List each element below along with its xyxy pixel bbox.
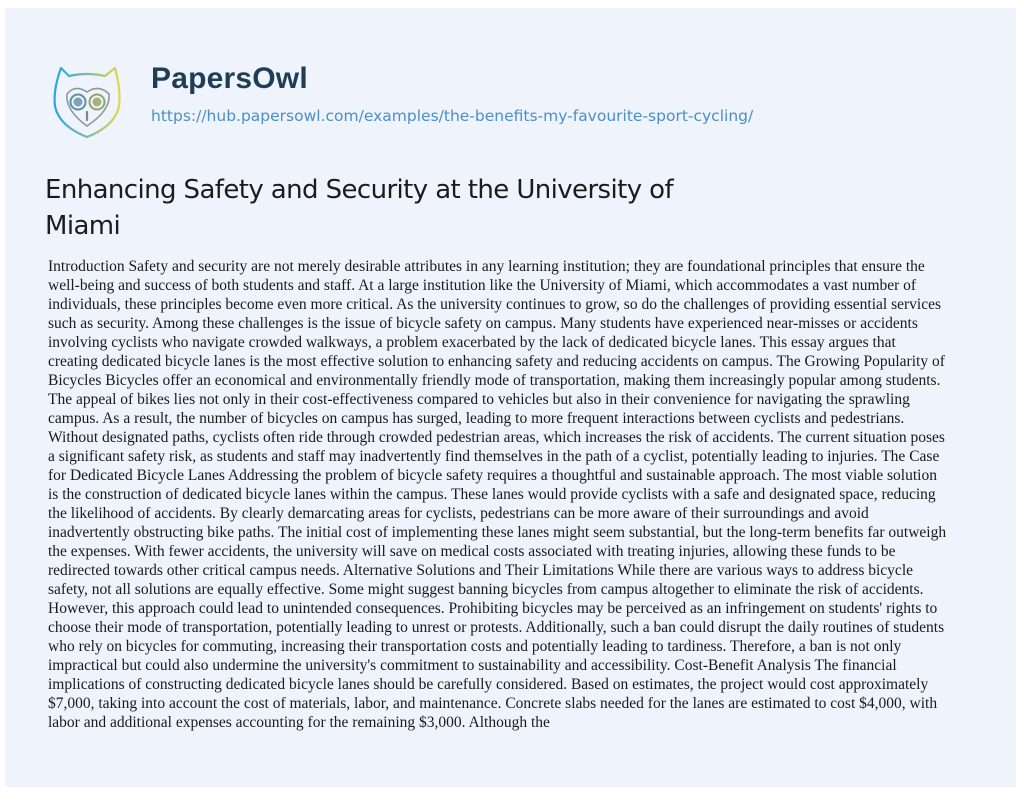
body-line: safety, not all solutions are equally effective. Some might suggest banning bicycles from campus altogether to eliminate the risk of accidents. [48,581,924,598]
owl-logo-icon [45,60,130,140]
body-line: is the construction of dedicated bicycle lanes within the campus. These lanes would provide cyclists with a safe and designated space, reducing [48,486,936,503]
body-line: However, this approach could lead to unintended consequences. Prohibiting bicycles may be perceived as an infringement on students' rights to [48,600,938,617]
body-line: for Dedicated Bicycle Lanes Addressing the problem of bicycle safety requires a thoughtful and sustainable approach. The most viable solution [48,467,937,484]
body-line: choose their mode of transportation, potentially leading to unrest or protests. Additionally, such a ban could disrupt the daily routines of students [48,619,945,636]
body-line: involving cyclists who navigate crowded walkways, a problem exacerbated by the lack of dedicated bicycle lanes. This essay argues that [48,334,896,351]
body-line: implications of constructing dedicated bicycle lanes should be carefully considered. Based on estimates, the project would cost approximately [48,676,929,693]
source-url-link[interactable]: https://hub.papersowl.com/examples/the-benefits-my-favourite-sport-cycling/ [151,107,754,125]
body-line: $7,000, taking into account the cost of materials, labor, and maintenance. Concrete slabs needed for the lanes are estimated to cost $4,000, with [48,695,938,712]
body-line: Bicycles Bicycles offer an economical and environmentally friendly mode of transportation, making them increasingly popular among students. [48,372,941,389]
body-line: inadvertently obstructing bike paths. The initial cost of implementing these lanes might seem substantial, but the long-term benefits far outweigh [48,524,947,541]
body-line: Introduction Safety and security are not merely desirable attributes in any learning institution; they are foundational principles that ensure the [48,258,925,275]
body-line: who rely on bicycles for commuting, increasing their transportation costs and potentially leading to tardiness. Therefore, a ban is not only [48,638,902,655]
body-line: Without designated paths, cyclists often ride through crowded pedestrian areas, which increases the risk of accidents. The current situation poses [48,429,945,446]
body-line: creating dedicated bicycle lanes is the most effective solution to enhancing safety and reducing accidents on campus. The Growing Popularity of [48,353,945,370]
body-line: well-being and success of both students and staff. At a large institution like the University of Miami, which accommodates a vast number of [48,277,917,294]
body-line: such as security. Among these challenges is the issue of bicycle safety on campus. Many students have experienced near-misses or accidents [48,315,918,332]
brand-header [45,60,754,140]
essay-body [48,257,983,732]
body-line: campus. As a result, the number of bicycles on campus has surged, leading to more frequent interactions between cyclists and pedestrians. [48,410,905,427]
body-line: the expenses. With fewer accidents, the university will save on medical costs associated with treating injuries, allowing these funds to be [48,543,896,560]
body-line: the likelihood of accidents. By clearly demarcating areas for cyclists, pedestrians can be more aware of their surroundings and avoid [48,505,869,522]
body-line: redirected towards other critical campus needs. Alternative Solutions and Their Limitations While there are various ways to address bicycle [48,562,914,579]
body-line: labor and additional expenses accounting for the remaining $3,000. Although the [48,714,550,731]
body-line: a significant safety risk, as students and staff may inadvertently find themselves in the path of a cyclist, potentially leading to injuries. The Case [48,448,940,465]
body-line: The appeal of bikes lies not only in their cost-effectiveness compared to vehicles but also in their convenience for navigating the sprawling [48,391,910,408]
body-line: individuals, these principles become even more critical. As the university continues to grow, so do the challenges of providing essential services [48,296,942,313]
brand-name: PapersOwl [151,62,308,95]
page-title: Enhancing Safety and Security at the University of Miami [45,175,674,241]
body-line: impractical but could also undermine the university's commitment to sustainability and accessibility. Cost-Benefit Analysis The financial [48,657,897,674]
